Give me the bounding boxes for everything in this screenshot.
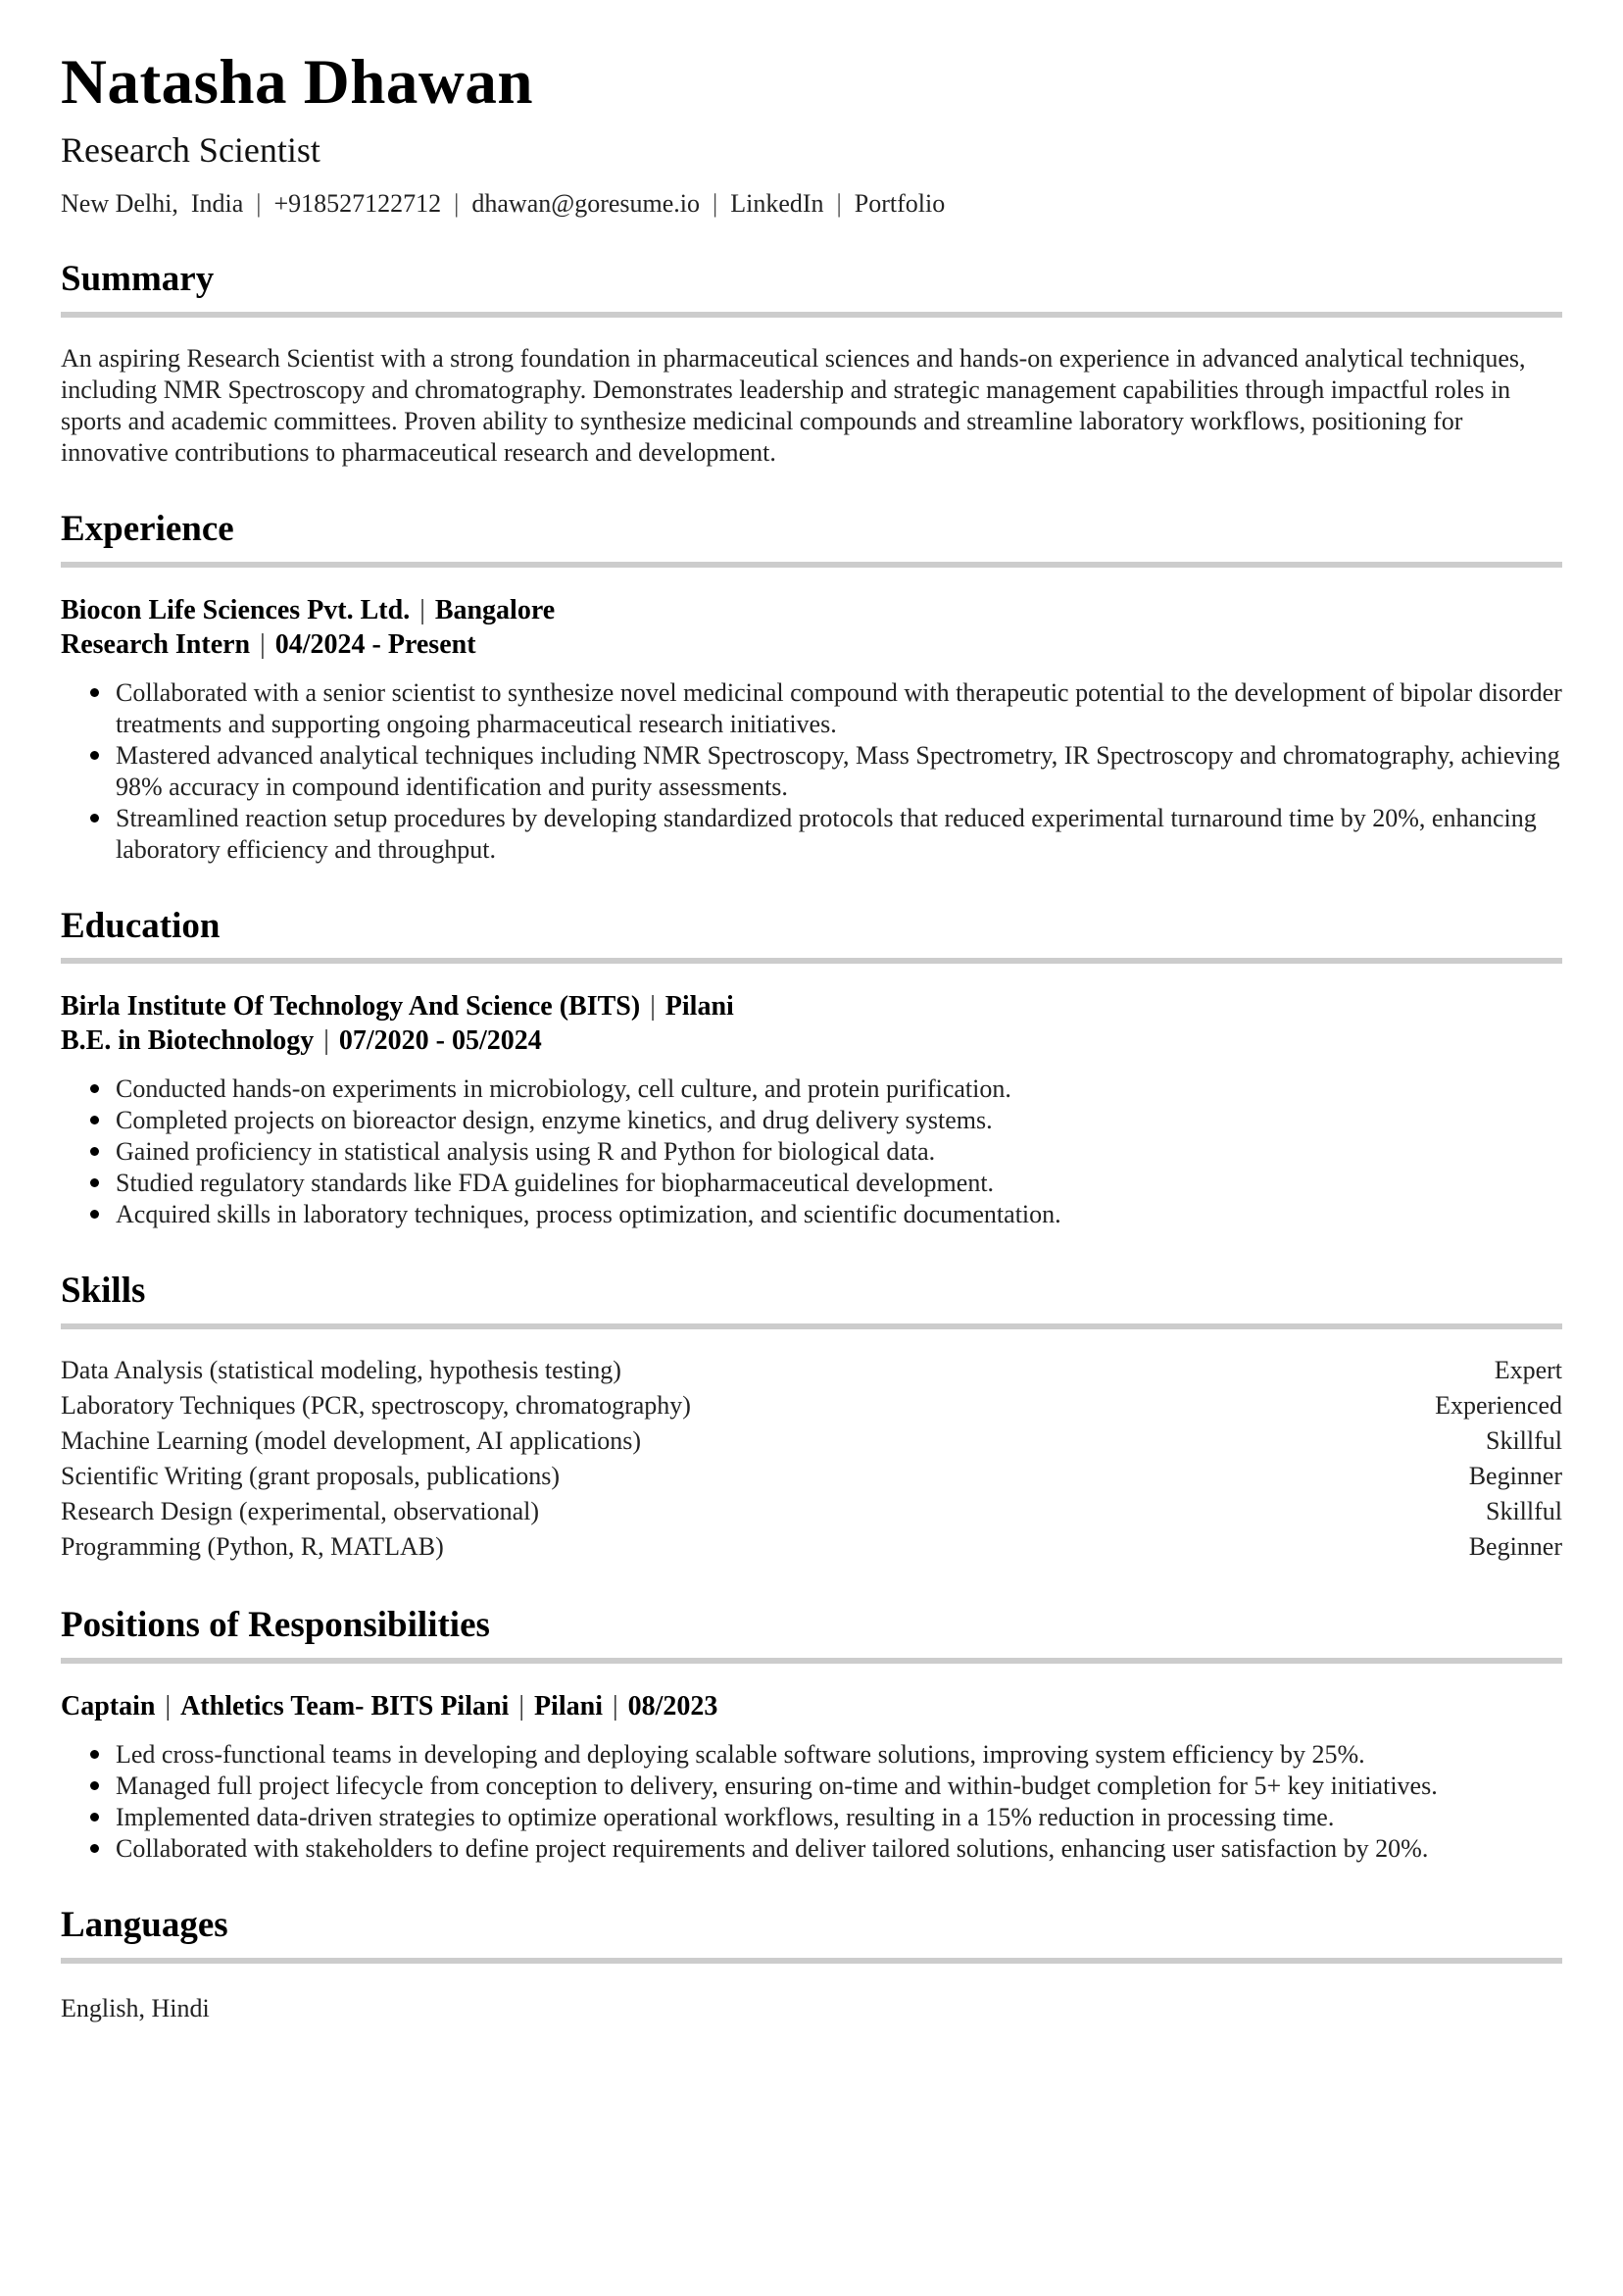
inline-separator: | [165, 1690, 172, 1722]
contact-line [61, 188, 1562, 219]
degree-name: B.E. in Biotechnology [61, 1025, 315, 1057]
education-heading: Education [61, 905, 221, 946]
skill-row [61, 1423, 1562, 1459]
position-bullet: Collaborated with stakeholders to define project requirements and deliver tailored solutions, enhancing user satisfaction by 20%. [61, 1833, 1562, 1865]
skill-row [61, 1459, 1562, 1494]
position-bullet: Implemented data-driven strategies to optimize operational workflows, resulting in a 15% reduction in processing time. [61, 1802, 1562, 1833]
education-entry [61, 989, 1562, 1230]
inline-separator: | [260, 628, 266, 660]
resume-header [61, 47, 1562, 219]
skill-level: Skillful [1485, 1426, 1562, 1456]
position-bullet: Managed full project lifecycle from conception to delivery, ensuring on-time and within-budget completion for 5+ key initiatives. [61, 1771, 1562, 1802]
skills-list [61, 1353, 1562, 1565]
inline-separator: | [323, 1025, 329, 1057]
section-experience [61, 510, 1562, 866]
experience-company-line [61, 593, 1562, 627]
position-entry [61, 1689, 1562, 1865]
skill-level: Expert [1494, 1356, 1562, 1385]
education-bullets [61, 1073, 1562, 1230]
contact-location: New Delhi, India [61, 189, 244, 219]
skill-row [61, 1529, 1562, 1565]
inline-separator: | [650, 991, 656, 1023]
skills-heading: Skills [61, 1271, 146, 1312]
skill-row [61, 1388, 1562, 1423]
education-degree-line [61, 1023, 1562, 1058]
skill-level: Experienced [1435, 1391, 1562, 1421]
contact-phone: +918527122712 [273, 189, 442, 219]
job-title: Research Scientist [61, 129, 320, 170]
school-location: Pilani [664, 991, 734, 1023]
position-bullet: Led cross-functional teams in developing and deploying scalable software solutions, improving system efficiency by 25%. [61, 1739, 1562, 1771]
section-positions [61, 1606, 1562, 1865]
section-divider [61, 312, 1562, 318]
position-location: Pilani [533, 1690, 603, 1722]
skill-level: Skillful [1485, 1497, 1562, 1526]
skill-name: Research Design (experimental, observational) [61, 1497, 540, 1526]
education-bullet: Completed projects on bioreactor design, enzyme kinetics, and drug delivery systems. [61, 1105, 1562, 1136]
section-divider [61, 562, 1562, 568]
education-bullet: Studied regulatory standards like FDA guidelines for biopharmaceutical development. [61, 1168, 1562, 1199]
skill-name: Data Analysis (statistical modeling, hypothesis testing) [61, 1356, 621, 1385]
education-bullet: Gained proficiency in statistical analysis using R and Python for biological data. [61, 1136, 1562, 1168]
experience-bullet: Mastered advanced analytical techniques including NMR Spectroscopy, Mass Spectrometry, IR Spectroscopy and chromatography, achieving 98% accuracy in compound identification and purity assessments. [61, 740, 1562, 803]
skill-name: Programming (Python, R, MATLAB) [61, 1532, 444, 1562]
candidate-name: Natasha Dhawan [61, 47, 533, 118]
education-bullet: Conducted hands-on experiments in microbiology, cell culture, and protein purification. [61, 1073, 1562, 1105]
skill-name: Scientific Writing (grant proposals, publications) [61, 1462, 560, 1491]
skill-level: Beginner [1468, 1532, 1562, 1562]
position-date: 08/2023 [627, 1690, 718, 1722]
education-school-line [61, 989, 1562, 1023]
contact-portfolio-link[interactable]: Portfolio [854, 189, 946, 219]
contact-separator: | [713, 189, 718, 219]
languages-heading: Languages [61, 1904, 228, 1945]
skill-level: Beginner [1468, 1462, 1562, 1491]
section-languages [61, 1906, 1562, 2024]
experience-entry [61, 593, 1562, 866]
inline-separator: | [419, 594, 425, 625]
company-location: Bangalore [434, 594, 556, 625]
degree-dates: 07/2020 - 05/2024 [338, 1025, 542, 1057]
contact-email-link[interactable]: dhawan@goresume.io [471, 189, 700, 219]
education-bullet: Acquired skills in laboratory techniques, process optimization, and scientific documentation. [61, 1199, 1562, 1230]
skill-row [61, 1494, 1562, 1529]
section-summary [61, 260, 1562, 469]
school-name: Birla Institute Of Technology And Science (BITS) [61, 991, 641, 1023]
skill-name: Machine Learning (model development, AI applications) [61, 1426, 642, 1456]
experience-bullet: Streamlined reaction setup procedures by developing standardized protocols that reduced experimental turnaround time by 20%, enhancing laboratory efficiency and throughput. [61, 803, 1562, 866]
summary-text: An aspiring Research Scientist with a strong foundation in pharmaceutical sciences and hands-on experience in advanced analytical techniques, including NMR Spectroscopy and chromatography. Demonstrates leadership and strategic management capabilities through impactful roles in sports and academic committees. Proven ability to synthesize medicinal compounds and streamline laboratory workflows, positioning for innovative contributions to pharmaceutical research and development. [61, 344, 1526, 468]
summary-heading: Summary [61, 259, 215, 300]
position-role: Captain [61, 1690, 156, 1722]
skill-name: Laboratory Techniques (PCR, spectroscopy, chromatography) [61, 1391, 691, 1421]
skill-row [61, 1353, 1562, 1388]
experience-role-line [61, 627, 1562, 662]
contact-separator: | [454, 189, 460, 219]
experience-bullets [61, 677, 1562, 866]
experience-bullet: Collaborated with a senior scientist to synthesize novel medicinal compound with therapeutic potential to the development of bipolar disorder treatments and supporting ongoing pharmaceutical research initiatives. [61, 677, 1562, 740]
contact-linkedin-link[interactable]: LinkedIn [730, 189, 824, 219]
position-bullets [61, 1739, 1562, 1865]
section-divider [61, 1323, 1562, 1329]
languages-text: English, Hindi [61, 1993, 210, 2022]
position-title-line [61, 1689, 1562, 1723]
inline-separator: | [612, 1690, 618, 1722]
section-divider [61, 958, 1562, 964]
experience-heading: Experience [61, 509, 234, 550]
section-education [61, 907, 1562, 1231]
section-skills [61, 1272, 1562, 1565]
positions-heading: Positions of Responsibilities [61, 1605, 490, 1646]
inline-separator: | [518, 1690, 524, 1722]
contact-separator: | [256, 189, 262, 219]
section-divider [61, 1958, 1562, 1964]
position-org: Athletics Team- BITS Pilani [180, 1690, 510, 1722]
section-divider [61, 1658, 1562, 1664]
role-dates: 04/2024 - Present [274, 628, 476, 660]
contact-separator: | [836, 189, 842, 219]
company-name: Biocon Life Sciences Pvt. Ltd. [61, 594, 411, 625]
role-title: Research Intern [61, 628, 251, 660]
